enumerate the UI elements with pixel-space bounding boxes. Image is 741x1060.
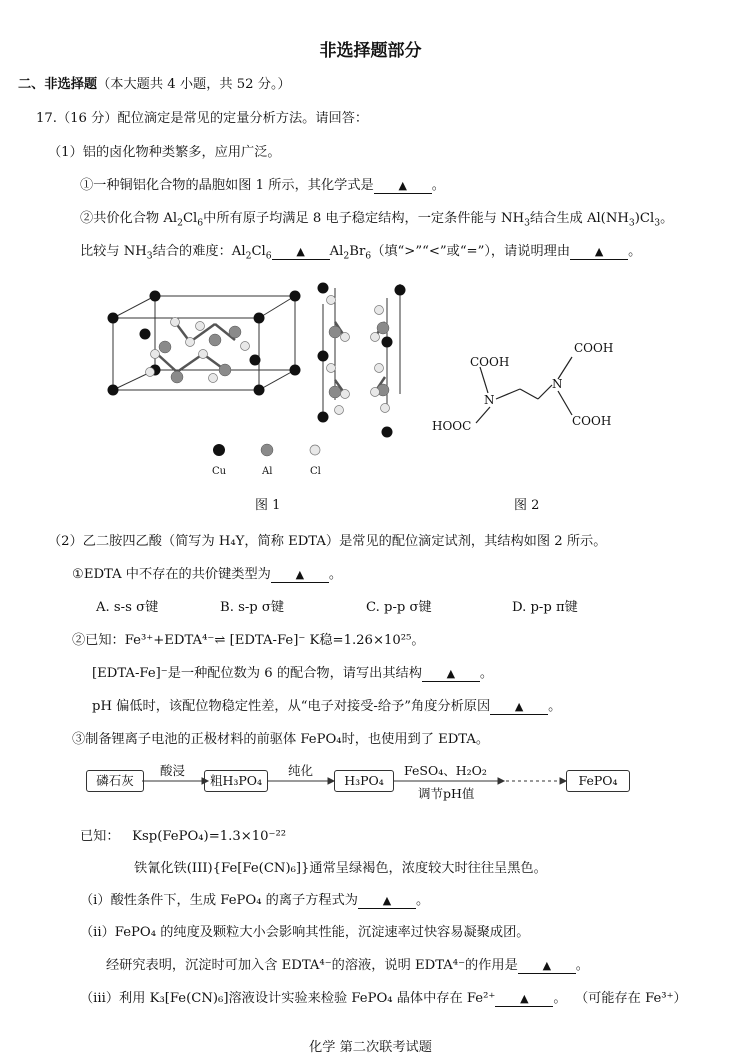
answer-blank[interactable]: ▲ xyxy=(495,992,553,1007)
legend-cu: Cu xyxy=(212,466,227,477)
question-ii: （ii）FePO₄ 的纯度及颗粒大小会影响其性能，沉淀速率过快容易凝聚成团。 xyxy=(80,925,530,940)
flow-label-purify: 纯化 xyxy=(288,763,314,778)
flow-label-adjust-ph: 调节pH值 xyxy=(418,786,475,801)
question-iii: （iii）利用 K₃[Fe(CN)₆]溶液设计实验来检验 FePO₄ 晶体中存在 Fe²⁺ ▲ 。 （可能存在 Fe³⁺） xyxy=(80,991,687,1006)
question-i: （i）酸性条件下，生成 FePO₄ 的离子方程式为 ▲ 。 xyxy=(80,893,430,908)
answer-blank[interactable]: ▲ xyxy=(272,245,330,260)
edta-cooh-bottom-right: COOH xyxy=(572,414,612,428)
figure-2-caption: 图 2 xyxy=(514,498,540,513)
legend-cl: Cl xyxy=(310,466,321,477)
part-2-ii-ph: pH 偏低时，该配位物稳定性差，从“电子对接受-给予”角度分析原因 ▲ 。 xyxy=(92,699,562,714)
part-2-ii-known: ②已知：Fe³⁺+EDTA⁴⁻⇌ [EDTA-Fe]⁻ K稳=1.26×10²⁵。 xyxy=(72,633,425,648)
edta-cooh-top-right: COOH xyxy=(574,341,614,355)
part-2: （2）乙二胺四乙酸（简写为 H₄Y，简称 EDTA）是常见的配位滴定试剂，其结构如图 2 所示。 xyxy=(48,534,607,549)
answer-blank[interactable]: ▲ xyxy=(271,568,329,583)
edta-cooh-top-left: COOH xyxy=(470,355,510,369)
part-1: （1）铝的卤化物种类繁多，应用广泛。 xyxy=(48,145,281,160)
option-c[interactable]: C. p-p σ键 xyxy=(366,600,432,615)
answer-blank[interactable]: ▲ xyxy=(570,245,628,260)
legend-al: Al xyxy=(262,466,273,477)
flow-label-acid-leach: 酸浸 xyxy=(160,763,186,778)
known-ksp: 已知： Ksp(FePO₄)=1.3×10⁻²² xyxy=(80,829,287,844)
edta-n-right: N xyxy=(552,377,563,391)
flow-label-reagents: FeSO₄、H₂O₂ xyxy=(404,763,487,778)
answer-blank[interactable]: ▲ xyxy=(518,959,576,974)
answer-blank[interactable]: ▲ xyxy=(358,894,416,909)
part-1-i: ①一种铜铝化合物的晶胞如图 1 所示，其化学式是 ▲ 。 xyxy=(80,178,445,193)
answer-blank[interactable]: ▲ xyxy=(422,667,480,682)
flow-arrows xyxy=(140,770,570,792)
flow-box-phosphate-rock: 磷石灰 xyxy=(86,770,144,792)
part-1-compare: 比较与 $NH_3$结合的难度：$Al_2Cl_6$ ▲ $Al_2Br_6$（填“>”“<”或“=”），请说明理由 ▲ 。 xyxy=(80,244,642,262)
flow-box-h3po4: H₃PO₄ xyxy=(334,770,394,792)
edta-hooc-bottom-left: HOOC xyxy=(432,419,472,433)
question-ii-b: 经研究表明，沉淀时可加入含 EDTA⁴⁻的溶液，说明 EDTA⁴⁻的作用是 ▲ 。 xyxy=(106,958,589,973)
part-1-ii: ②共价化合物 $Al_2Cl_6$中所有原子均满足 8 电子稳定结构，一定条件能与 $NH_3$结合生成 $Al(NH_3)Cl_3$。 xyxy=(80,211,674,229)
page-title: 非选择题部分 xyxy=(319,41,422,61)
answer-blank[interactable]: ▲ xyxy=(490,700,548,715)
edta-n-left: N xyxy=(484,393,495,407)
flow-box-crude-h3po4: 粗H₃PO₄ xyxy=(204,770,268,792)
option-d[interactable]: D. p-p π键 xyxy=(512,600,578,615)
section-heading: 二、非选择题（本大题共 4 小题，共 52 分。） xyxy=(18,77,291,92)
q17-intro: 17.（16 分）配位滴定是常见的定量分析方法。请回答： xyxy=(36,111,369,126)
ferricyanide-note: 铁氰化铁(III){Fe[Fe(CN)₆]}通常呈绿褐色，浓度较大时往往呈黑色。 xyxy=(134,861,547,876)
figure-1-crystal xyxy=(95,282,415,482)
flow-box-fepo4: FePO₄ xyxy=(566,770,630,792)
footer: 化学 第二次联考试题 xyxy=(309,1040,432,1055)
figure-1-caption: 图 1 xyxy=(255,498,281,513)
option-a[interactable]: A. s-s σ键 xyxy=(96,600,159,615)
part-2-iii: ③制备锂离子电池的正极材料的前驱体 FePO₄时，也使用到了 EDTA。 xyxy=(72,732,490,747)
part-2-i: ①EDTA 中不存在的共价键类型为 ▲ 。 xyxy=(72,567,343,582)
answer-blank[interactable]: ▲ xyxy=(374,179,432,194)
part-2-ii-structure: [EDTA-Fe]⁻是一种配位数为 6 的配合物，请写出其结构 ▲ 。 xyxy=(92,666,494,681)
option-b[interactable]: B. s-p σ键 xyxy=(220,600,285,615)
